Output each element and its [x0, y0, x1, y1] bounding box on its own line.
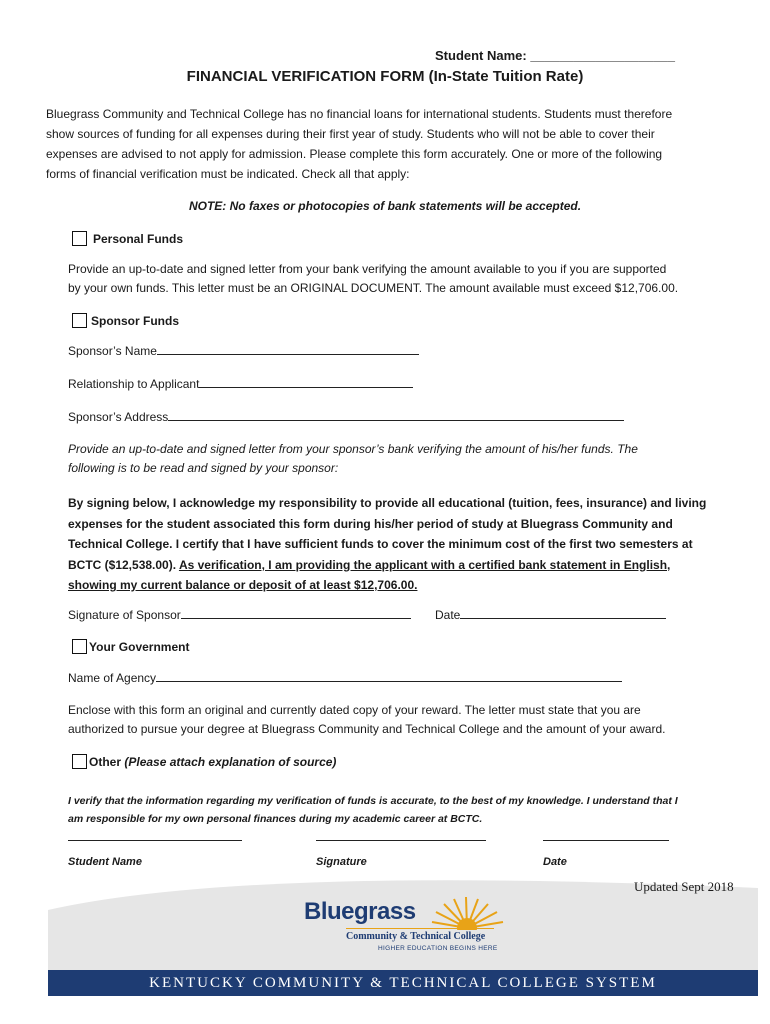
student-name-caption: Student Name: [68, 856, 142, 868]
personal-funds-label: Personal Funds: [93, 232, 184, 246]
logo-tagline: HIGHER EDUCATION BEGINS HERE: [378, 945, 498, 952]
personal-funds-checkbox[interactable]: [72, 231, 87, 246]
ack-line: showing my current balance or deposit of at least $12,706.00.: [68, 578, 418, 592]
intro-line: forms of financial verification must be indicated. Check all that apply:: [46, 167, 410, 181]
sunburst-icon: [426, 896, 508, 930]
sponsor-name-label: Sponsor’s Name: [68, 344, 157, 358]
government-checkbox[interactable]: [72, 639, 87, 654]
relationship-label: Relationship to Applicant: [68, 377, 200, 391]
government-label: Your Government: [89, 640, 190, 654]
agency-label: Name of Agency: [68, 671, 157, 685]
student-name-line[interactable]: [68, 840, 242, 841]
sponsor-address-label: Sponsor’s Address: [68, 410, 169, 424]
student-name-label: Student Name: ____________________: [435, 48, 675, 63]
sponsor-signature-field[interactable]: [68, 606, 411, 622]
bluegrass-logo: [300, 896, 510, 958]
verification-statement: [68, 792, 728, 828]
page-title: FINANCIAL VERIFICATION FORM (In-State Tuition Rate): [186, 68, 584, 85]
intro-line: Bluegrass Community and Technical College has no financial loans for international students. Students must therefore: [46, 107, 673, 121]
sponsor-funds-option[interactable]: [72, 313, 179, 328]
sponsor-date-label: Date: [435, 608, 461, 622]
other-label: Other: [89, 755, 122, 769]
date-caption: Date: [543, 856, 567, 868]
agency-field[interactable]: [68, 669, 622, 685]
relationship-line[interactable]: [199, 375, 413, 388]
intro-line: show sources of funding for all expenses during their first year of study. Students who will not be able to cover their: [46, 127, 655, 141]
other-checkbox[interactable]: [72, 754, 87, 769]
sponsor-funds-checkbox[interactable]: [72, 313, 87, 328]
date-line[interactable]: [543, 840, 669, 841]
government-line: authorized to pursue your degree at Bluegrass Community and Technical College and the amount of your award.: [68, 722, 666, 736]
sponsor-signature-label: Signature of Sponsor: [68, 608, 181, 622]
ack-line: By signing below, I acknowledge my responsibility to provide all educational (tuition, fees, insurance) and living: [68, 496, 707, 510]
ack-line: expenses for the student associated this form during his/her period of study at Bluegrass Community and: [68, 516, 673, 531]
sponsor-signature-line[interactable]: [181, 606, 411, 619]
note-text: NOTE: No faxes or photocopies of bank statements will be accepted.: [188, 199, 582, 213]
ack-line: Technical College. I certify that I have sufficient funds to cover the minimum cost of the first two semesters at: [68, 537, 693, 551]
intro-line: expenses are advised to not apply for admission. Please complete this form accurately. One or more of the following: [46, 147, 663, 161]
sponsor-instruction-line: following is to be read and signed by your sponsor:: [68, 461, 339, 475]
personal-funds-description: [68, 260, 718, 298]
ack-cost-text: BCTC ($12,538.00).: [68, 557, 179, 572]
verify-line: I verify that the information regarding my verification of funds is accurate, to the best of my knowledge. I understand that I: [68, 795, 678, 807]
verify-line: am responsible for my own personal finances during my academic career at BCTC.: [68, 813, 483, 825]
logo-divider: [346, 928, 494, 929]
ack-verification-text: As verification, I am providing the applicant with a certified bank statement in English,: [178, 557, 671, 572]
logo-subtitle: Community & Technical College: [346, 931, 486, 942]
relationship-field[interactable]: [68, 375, 413, 391]
sponsor-name-field[interactable]: [68, 342, 419, 358]
government-option[interactable]: [72, 639, 189, 654]
sponsor-funds-label: Sponsor Funds: [91, 314, 179, 328]
sponsor-instructions: [68, 440, 718, 478]
other-note: (Please attach explanation of source): [124, 755, 337, 769]
personal-funds-option[interactable]: [72, 231, 183, 246]
personal-line: by your own funds. This letter must be an ORIGINAL DOCUMENT. The amount available must exceed $12,706.00.: [68, 281, 679, 295]
signature-caption: Signature: [316, 856, 367, 868]
government-description: [68, 701, 718, 739]
government-line: Enclose with this form an original and currently dated copy of your reward. The letter must state that you are: [68, 703, 641, 717]
signature-line[interactable]: [316, 840, 486, 841]
personal-line: Provide an up-to-date and signed letter from your bank verifying the amount available to you if you are supported: [68, 262, 667, 276]
sponsor-acknowledgement: [68, 493, 718, 596]
ack-line: [68, 555, 718, 576]
sponsor-address-field[interactable]: [68, 408, 624, 424]
sponsor-date-line[interactable]: [460, 606, 666, 619]
sponsor-address-line[interactable]: [168, 408, 624, 421]
sponsor-instruction-line: Provide an up-to-date and signed letter from your sponsor’s bank verifying the amount of his/her funds. The: [68, 442, 638, 456]
sponsor-name-line[interactable]: [157, 342, 419, 355]
kctcs-system-bar: KENTUCKY COMMUNITY & TECHNICAL COLLEGE SYSTEM: [48, 970, 758, 996]
updated-date: Updated Sept 2018: [634, 879, 734, 894]
logo-wordmark: Bluegrass: [304, 898, 416, 925]
sponsor-date-field[interactable]: [435, 606, 666, 622]
other-option[interactable]: [72, 754, 336, 769]
agency-line[interactable]: [156, 669, 622, 682]
intro-paragraph: [46, 104, 736, 184]
